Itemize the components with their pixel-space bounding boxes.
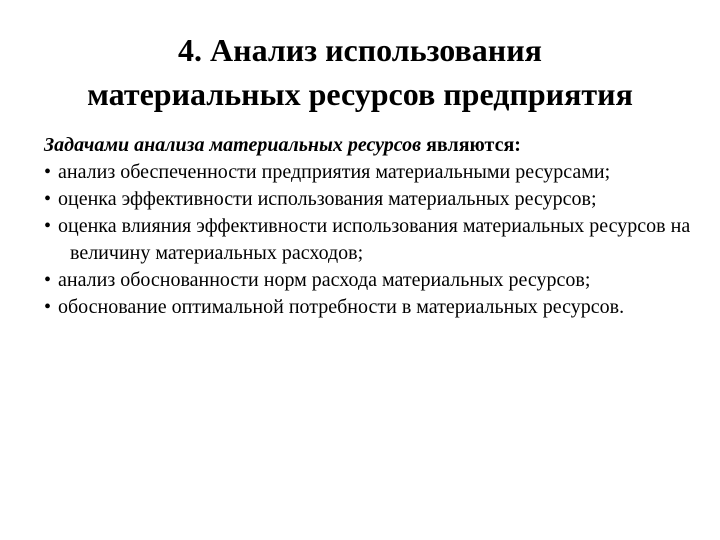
slide-title-line-2: материальных ресурсов предприятия (87, 76, 633, 112)
list-item-text: анализ обеспеченности предприятия материальными ресурсами; (58, 161, 611, 183)
list-item-text: оценка эффективности использования материальных ресурсов; (58, 188, 597, 210)
list-item (44, 159, 694, 186)
bullet-icon: • (44, 269, 52, 291)
bullet-icon: • (44, 215, 52, 237)
list-item (44, 267, 694, 294)
bullet-icon: • (44, 161, 52, 183)
bullet-icon: • (44, 296, 52, 318)
task-list (44, 159, 694, 321)
list-item-text: обоснование оптимальной потребности в материальных ресурсов. (58, 296, 625, 318)
list-item-text: анализ обоснованности норм расхода материальных ресурсов; (58, 269, 591, 291)
intro-italic: Задачами анализа материальных ресурсов (44, 134, 422, 156)
intro-text (44, 132, 694, 159)
slide-title-line-1: 4. Анализ использования (178, 32, 542, 68)
slide-title (20, 28, 700, 116)
list-item (44, 294, 694, 321)
slide-body (44, 132, 694, 321)
list-item (44, 186, 694, 213)
list-item (44, 213, 694, 267)
bullet-icon: • (44, 188, 52, 210)
intro-rest: являются: (421, 134, 521, 156)
list-item-text: оценка влияния эффективности использования материальных ресурсов на величину материальных расходов; (58, 215, 691, 264)
